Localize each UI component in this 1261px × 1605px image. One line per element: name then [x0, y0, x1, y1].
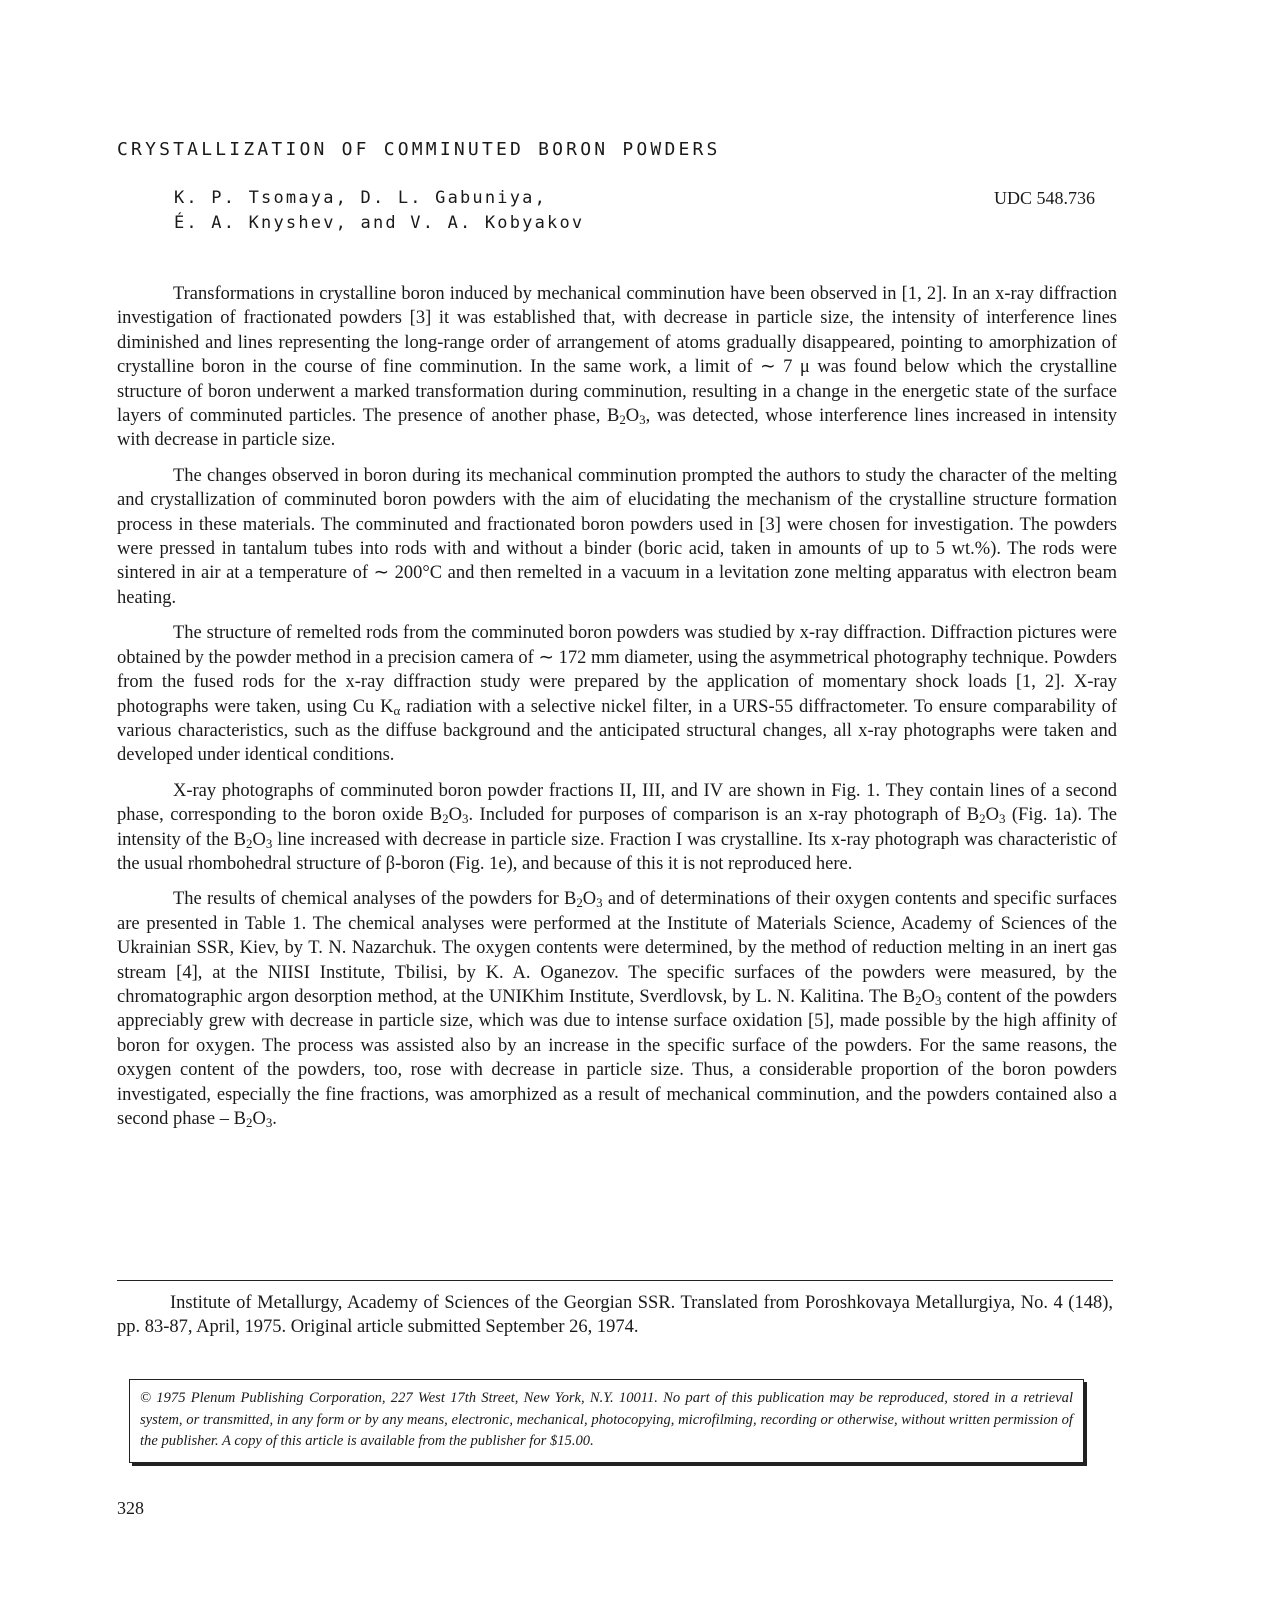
author-line-1: K. P. Tsomaya, D. L. Gabuniya,: [174, 188, 548, 208]
author-line-2: É. A. Knyshev, and V. A. Kobyakov: [174, 213, 585, 233]
footnote-divider: [117, 1280, 1113, 1281]
paragraph-1: Transformations in crystalline boron induced by mechanical comminution have been observed in [1, 2]. In an x-ray diffraction investigation of fractionated powders [3] it was established that, with decrease in particle size, the intensity of interference lines diminished and lines representing the long-range order of arrangement of atoms gradually disappeared, pointing to amorphization of crystalline boron in the course of fine comminution. In the same work, a limit of ∼ 7 μ was found below which the crystalline structure of boron underwent a marked transformation during comminution, resulting in a change in the energetic state of the surface layers of comminuted particles. The presence of another phase, $B_2O_3$, was detected, whose interference lines increased in intensity with decrease in particle size.: [117, 284, 1117, 451]
affiliation-footnote: [117, 1291, 1113, 1340]
article-body: [117, 282, 1117, 1142]
page-number: 328: [117, 1498, 144, 1518]
udc-code: UDC 548.736: [994, 188, 1096, 208]
author-list: [174, 186, 584, 236]
footnote-text: Institute of Metallurgy, Academy of Sciences of the Georgian SSR. Translated from Poroshkovaya Metallurgiya, No. 4 (148), pp. 83-87, April, 1975. Original article submitted September 26, 1974.: [117, 1293, 1113, 1338]
paragraph-2: The changes observed in boron during its mechanical comminution prompted the authors to study the character of the melting and crystallization of comminuted boron powders with the aim of elucidating the mechanism of the crystalline structure formation process in these materials. The comminuted and fractionated boron powders used in [3] were chosen for investigation. The powders were pressed in tantalum tubes into rods with and without a binder (boric acid, taken in amounts of up to 5 wt.%). The rods were sintered in air at a temperature of ∼ 200°C and then remelted in a vacuum in a levitation zone melting apparatus with electron beam heating.: [117, 465, 1117, 608]
paragraph-4: X-ray photographs of comminuted boron powder fractions II, III, and IV are shown in Fig. 1. They contain lines of a second phase, corresponding to the boron oxide $B_2O_3$. Included for purposes of comparison is an x-ray photograph of $B_2O_3$ (Fig. 1a). The intensity of the $B_2O_3$ line increased with decrease in particle size. Fraction I was crystalline. Its x-ray photograph was characteristic of the usual rhombohedral structure of β-boron (Fig. 1e), and because of this it is not reproduced here.: [117, 780, 1118, 874]
article-title: CRYSTALLIZATION OF COMMINUTED BORON POWDERS: [117, 139, 721, 160]
copyright-notice: © 1975 Plenum Publishing Corporation, 227 West 17th Street, New York, N.Y. 10011. No part of this publication may be reproduced, stored in a retrieval system, or transmitted, in any form or by any means, electronic, mechanical, photocopying, microfilming, recording or otherwise, without written permission of the publisher. A copy of this article is available from the publisher for $15.00.: [129, 1379, 1084, 1463]
paragraph-5: The results of chemical analyses of the powders for $B_2O_3$ and of determinations of their oxygen contents and specific surfaces are presented in Table 1. The chemical analyses were performed at the Institute of Materials Science, Academy of Sciences of the Ukrainian SSR, Kiev, by T. N. Nazarchuk. The oxygen contents were determined, by the method of reduction melting in an inert gas stream [4], at the NIISI Institute, Tbilisi, by K. A. Oganezov. The specific surfaces of the powders were measured, by the chromatographic argon desorption method, at the UNIKhim Institute, Sverdlovsk, by L. N. Kalitina. The $B_2O_3$ content of the powders appreciably grew with decrease in particle size, which was due to intense surface oxidation [5], made possible by the high affinity of boron for oxygen. The process was assisted also by an increase in the specific surface of the powders. For the same reasons, the oxygen content of the powders, too, rose with decrease in particle size. Thus, a considerable proportion of the boron powders investigated, especially the fine fractions, was amorphized as a result of mechanical comminution, and the powders contained also a second phase – $B_2O_3$.: [117, 889, 1117, 1131]
paragraph-3: The structure of remelted rods from the comminuted boron powders was studied by x-ray diffraction. Diffraction pictures were obtained by the powder method in a precision camera of ∼ 172 mm diameter, using the asymmetrical photography technique. Powders from the fused rods for the x-ray diffraction study were prepared by the application of momentary shock loads [1, 2]. X-ray photographs were taken, using Cu $K_\alpha$ radiation with a selective nickel filter, in a URS-55 diffractometer. To ensure comparability of various characteristics, such as the diffuse background and the anticipated structural changes, all x-ray photographs were taken and developed under identical conditions.: [117, 623, 1117, 766]
